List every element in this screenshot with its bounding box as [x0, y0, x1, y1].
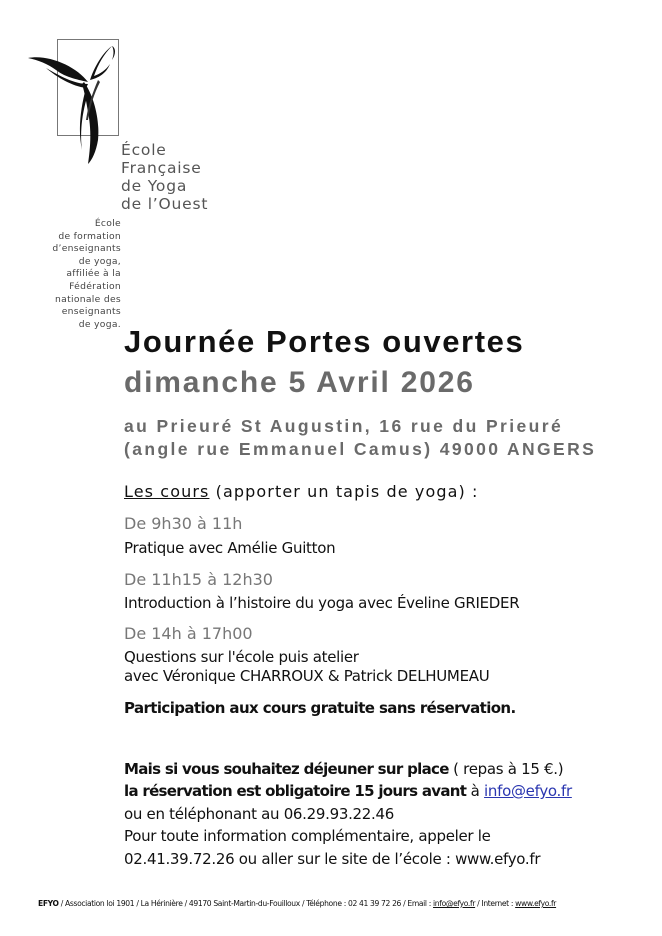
courses-heading [124, 482, 479, 501]
session-time: De 11h15 à 12h30 [124, 570, 273, 589]
footer-website-link[interactable]: www.efyo.fr [515, 899, 557, 908]
lunch-line-1-price: ( repas à 15 €.) [448, 760, 564, 778]
footer [38, 899, 556, 908]
footer-org: EFYO [38, 899, 59, 908]
email-link[interactable]: info@efyo.fr [484, 782, 572, 800]
tagline-line: École [94, 218, 121, 229]
lunch-line-3: ou en téléphonant au 06.29.93.22.46 [124, 805, 394, 823]
lunch-line-1 [124, 760, 563, 778]
tagline-line: d’enseignants [52, 243, 121, 255]
tagline-line: de yoga, [78, 255, 121, 267]
tagline-line: nationale des [55, 293, 121, 305]
courses-heading-underlined: Les cours [124, 482, 210, 501]
footer-text: / Association loi 1901 / La Hérinière / 49170 Saint-Martin-du-Fouilloux / Téléphone : 02 41 39 72 26 / Email : [58, 899, 434, 908]
lunch-line-2-bold: la réservation est obligatoire 15 jours avant [124, 782, 467, 800]
lunch-line-4: Pour toute information complémentaire, appeler le [124, 827, 491, 845]
session-time: De 14h à 17h00 [124, 624, 253, 643]
address-line-1: au Prieuré St Augustin, 16 rue du Prieuré [124, 416, 564, 436]
event-date: dimanche 5 Avril 2026 [124, 366, 475, 399]
school-name-line-1: École [121, 141, 167, 159]
lunch-line-2-text: à [466, 782, 485, 800]
session-description: Pratique avec Amélie Guitton [124, 539, 336, 557]
tagline-line: affiliée à la [66, 268, 121, 280]
session-description: Questions sur l'école puis atelier [124, 648, 359, 666]
tagline-line: Fédération [69, 281, 121, 292]
lunch-line-5: 02.41.39.72.26 ou aller sur le site de l’école : www.efyo.fr [124, 850, 541, 868]
yoga-figure-logo-icon [26, 40, 122, 166]
session-description: avec Véronique CHARROUX & Patrick DELHUMEAU [124, 667, 490, 685]
footer-internet-label: / Internet : [475, 899, 516, 908]
courses-heading-note: (apporter un tapis de yoga) : [209, 482, 479, 501]
tagline-line: de yoga. [78, 318, 121, 330]
session-time: De 9h30 à 11h [124, 514, 243, 533]
session-description: Introduction à l’histoire du yoga avec Éveline GRIEDER [124, 594, 520, 612]
school-name-line-2: Française [121, 159, 202, 177]
address-line-2: (angle rue Emmanuel Camus) 49000 ANGERS [124, 439, 597, 459]
footer-email-link[interactable]: info@efyo.fr [433, 899, 476, 908]
school-name-line-3: de Yoga [121, 177, 188, 195]
tagline-line: de formation [58, 230, 121, 242]
free-participation-note: Participation aux cours gratuite sans réservation. [124, 699, 516, 717]
school-name-line-4: de l’Ouest [121, 195, 209, 213]
lunch-line-1-bold: Mais si vous souhaitez déjeuner sur place [124, 760, 449, 778]
lunch-line-2 [124, 782, 572, 800]
tagline-line: enseignants [61, 306, 121, 318]
event-title: Journée Portes ouvertes [124, 324, 525, 359]
